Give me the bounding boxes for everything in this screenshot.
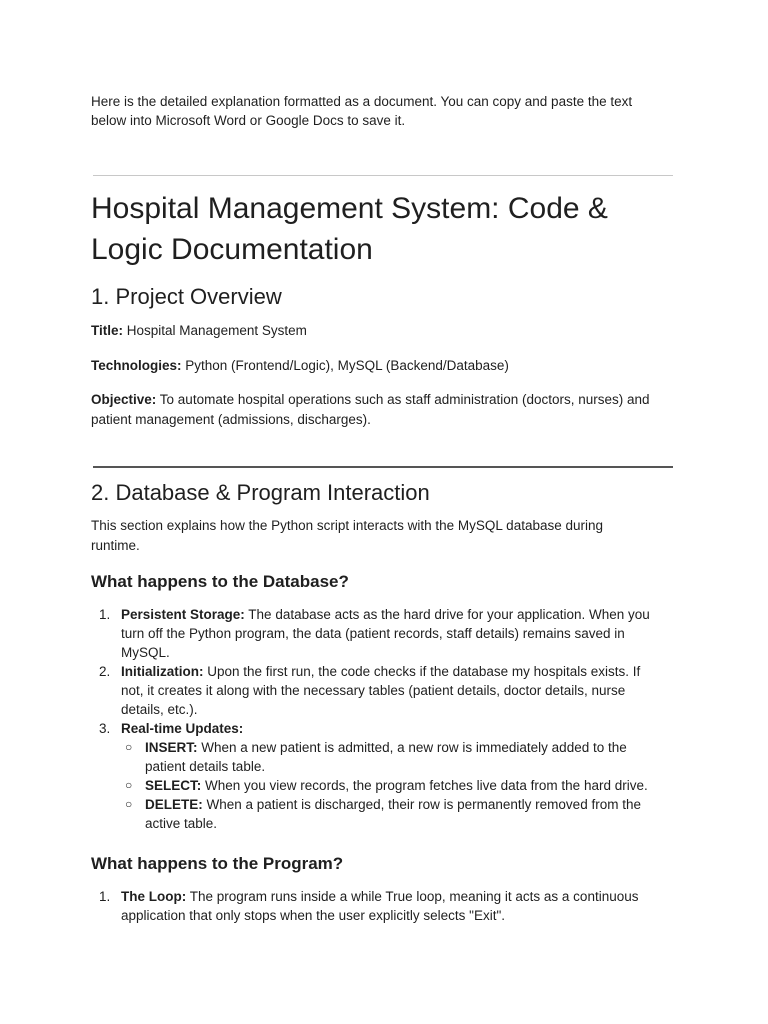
intro-text bbox=[91, 92, 691, 130]
objective-paragraph bbox=[91, 390, 691, 430]
circle-bullet-icon: ○ bbox=[125, 778, 133, 792]
list-number: 1. bbox=[99, 889, 111, 904]
item-label: Initialization: bbox=[121, 664, 204, 679]
section2-intro: This section explains how the Python script interacts with the MySQL database during runtime. bbox=[91, 518, 604, 553]
sub-list-item: ○ SELECT: When you view records, the program fetches live data from the hard drive. bbox=[125, 778, 648, 793]
program-list bbox=[91, 887, 681, 925]
title-paragraph bbox=[91, 321, 691, 341]
item-label: Real-time Updates: bbox=[121, 721, 244, 736]
sub-list-item: ○ INSERT: When a new patient is admitted, a new row is immediately added to the patient details table. bbox=[125, 740, 627, 774]
sub-list bbox=[121, 738, 681, 833]
item-label: Persistent Storage: bbox=[121, 607, 245, 622]
divider bbox=[93, 466, 673, 468]
technologies-paragraph bbox=[91, 356, 691, 376]
title-value: Hospital Management System bbox=[123, 323, 307, 338]
document-title: Hospital Management System: Code & Logic Documentation bbox=[91, 192, 608, 266]
list-item: 1. Persistent Storage: The database acts as the hard drive for your application. When you turn off the Python program, the data (patient records, staff details) remains saved in MySQL. bbox=[99, 607, 650, 660]
item-label: The Loop: bbox=[121, 889, 187, 904]
section-heading-database-program: 2. Database & Program Interaction bbox=[91, 480, 430, 505]
item-label: SELECT: bbox=[145, 778, 202, 793]
intro-line: below into Microsoft Word or Google Docs to save it. bbox=[91, 113, 406, 128]
subheading-program: What happens to the Program? bbox=[91, 854, 344, 873]
objective-value: To automate hospital operations such as staff administration (doctors, nurses) and bbox=[156, 392, 650, 407]
objective-label: Objective: bbox=[91, 392, 157, 407]
database-list bbox=[91, 605, 681, 833]
item-label: INSERT: bbox=[145, 740, 198, 755]
list-item: 2. Initialization: Upon the first run, the code checks if the database my hospitals exists. If not, it creates it along with the necessary tables (patient details, doctor details, nurse details, etc.). bbox=[99, 664, 641, 717]
list-item: 1. The Loop: The program runs inside a while True loop, meaning it acts as a continuous application that only stops when the user explicitly selects "Exit". bbox=[99, 889, 639, 923]
objective-value: patient management (admissions, discharges). bbox=[91, 412, 371, 427]
technologies-label: Technologies: bbox=[91, 358, 182, 373]
technologies-value: Python (Frontend/Logic), MySQL (Backend/Database) bbox=[181, 358, 509, 373]
divider bbox=[93, 175, 673, 176]
sub-list-item: ○ DELETE: When a patient is discharged, their row is permanently removed from the active table. bbox=[125, 797, 641, 831]
item-label: DELETE: bbox=[145, 797, 203, 812]
section-heading-project-overview: 1. Project Overview bbox=[91, 284, 282, 309]
list-number: 3. bbox=[99, 721, 111, 736]
list-number: 1. bbox=[99, 607, 111, 622]
circle-bullet-icon: ○ bbox=[125, 740, 133, 754]
list-item bbox=[91, 719, 681, 833]
subheading-database: What happens to the Database? bbox=[91, 572, 349, 591]
circle-bullet-icon: ○ bbox=[125, 797, 133, 811]
title-label: Title: bbox=[91, 323, 124, 338]
intro-line: Here is the detailed explanation formatted as a document. You can copy and paste the text bbox=[91, 94, 633, 109]
list-number: 2. bbox=[99, 664, 111, 679]
